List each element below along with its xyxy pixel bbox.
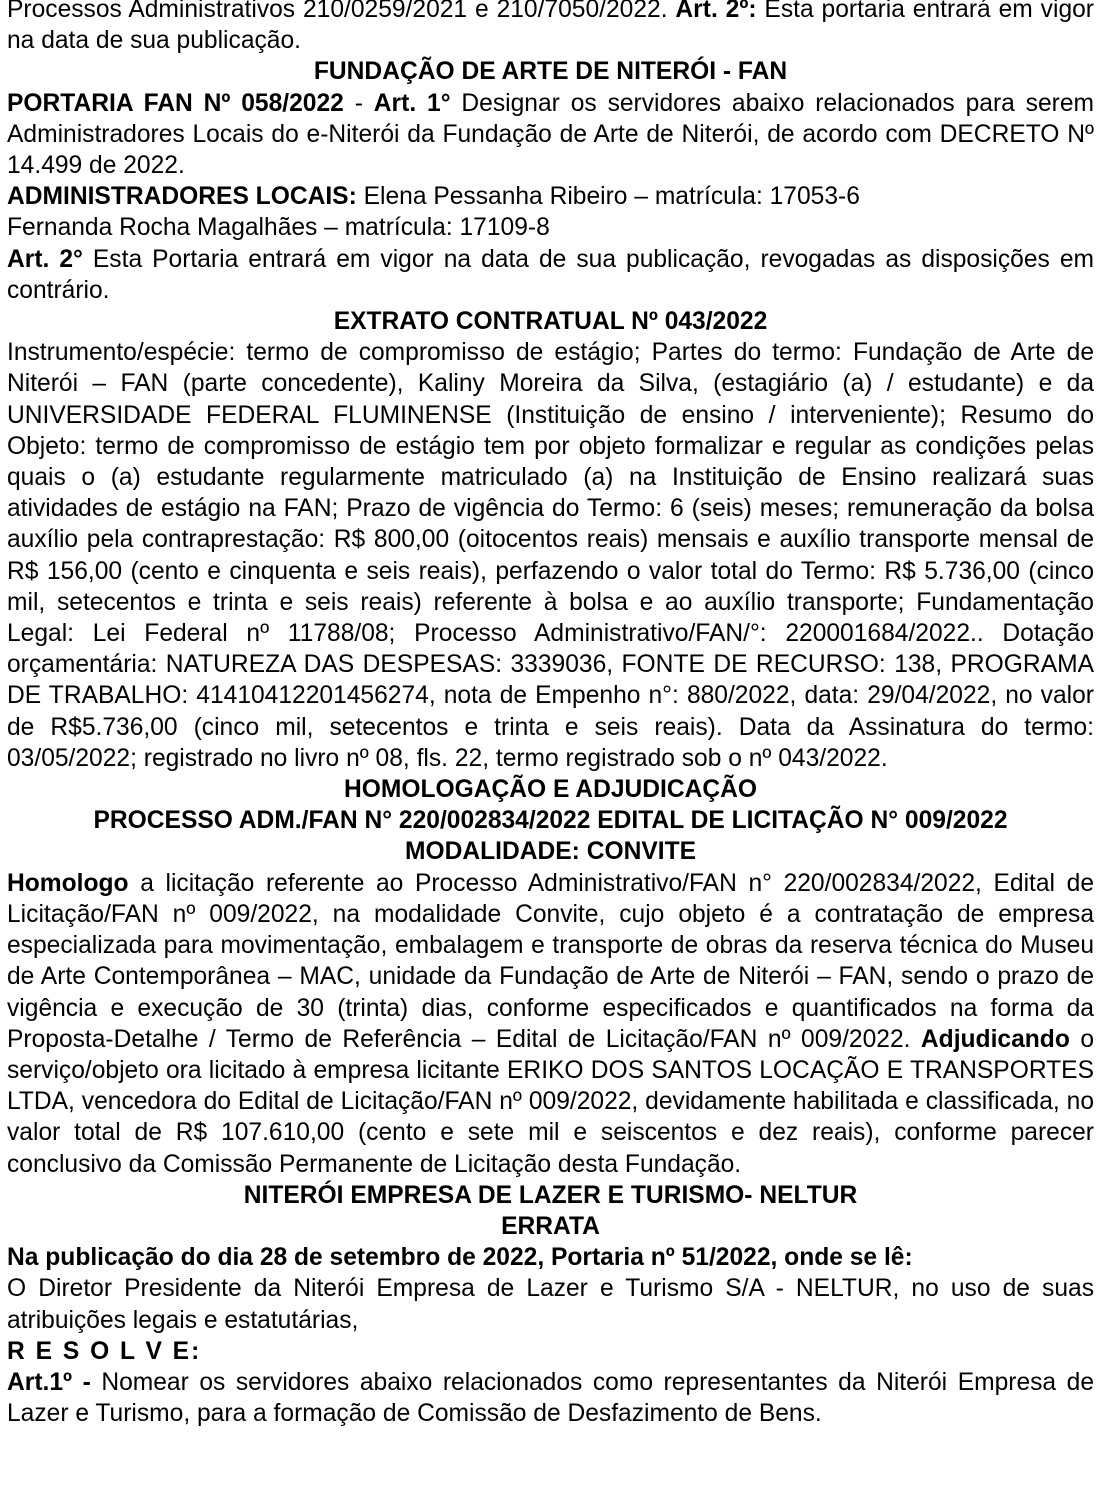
heading-extrato: EXTRATO CONTRATUAL Nº 043/2022 <box>333 308 768 336</box>
heading-neltur: NITERÓI EMPRESA DE LAZER E TURISMO- NELTUR <box>243 1181 858 1209</box>
heading-errata: ERRATA <box>501 1212 600 1240</box>
paragraph-extrato: Instrumento/espécie: termo de compromisso de estágio; Partes do termo: Fundação de Arte de Niterói – FAN (parte concedente), Kaliny Moreira da Silva, (estagiário (a) / estudante) e da UNIVERSIDADE FEDERAL FLUMINENSE (Instituição de ensino / interveniente); Resumo do Objeto: termo de compromisso de estágio tem por objeto formalizar e regular as condições pelas quais o (a) estudante regularmente matriculado (a) na Instituição de Ensino realizará suas atividades de estágio na FAN; Prazo de vigência do Termo: 6 (seis) meses; remuneração da bolsa auxílio pela contraprestação: R$ 800,00 (oitocentos reais) mensais e auxílio transporte mensal de R$ 156,00 (cento e cinquenta e seis reais), perfazendo o valor total do Termo: R$ 5.736,00 (cinco mil, setecentos e trinta e seis reais) referente à bolsa e ao auxílio transporte; Fundamentação Legal: Lei Federal nº 11788/08; Processo Administrativo/FAN/°: 220001684/2022.. Dotação orçamentária: NATUREZA DAS DESPESAS: 3339036, FONTE DE RECURSO: 138, PROGRAMA DE TRABALHO: 41410412201456274, nota de Empenho n°: 880/2022, data: 29/04/2022, no valor de R$5.736,00 (cinco mil, setecentos e trinta e seis reais). Data da Assinatura do termo: 03/05/2022; registrado no livro nº 08, fls. 22, termo registrado sob o nº 043/2022. <box>7 339 1094 772</box>
paragraph-art2 <box>7 244 1094 306</box>
heading-modalidade: MODALIDADE: CONVITE <box>404 838 697 866</box>
bold-art2b: Art. 2° <box>7 245 83 273</box>
bold-homologo: Homologo <box>7 869 129 897</box>
bold-art1: Art. 1° <box>373 89 451 117</box>
paragraph-publicacao: Na publicação do dia 28 de setembro de 2022, Portaria nº 51/2022, onde se lê: <box>7 1244 913 1272</box>
paragraph-homologo <box>7 868 1094 1180</box>
text: a licitação referente ao Processo Administrativo/FAN n° 220/002834/2022, Edital de Licitação/FAN nº 009/2022, na modalidade Convite, cujo objeto é a contratação de empresa especializada para movimentação, embalagem e transporte de obras da reserva técnica do Museu de Arte Contemporânea – MAC, unidade da Fundação de Arte de Niterói – FAN, sendo o prazo de vigência e execução de 30 (trinta) dias, conforme especificados e quantificados na forma da Proposta-Detalhe / Termo de Referência – Edital de Licitação/FAN nº 009/2022. <box>7 869 1094 1053</box>
paragraph-fernanda: Fernanda Rocha Magalhães – matrícula: 17109-8 <box>7 214 550 242</box>
text: o serviço/objeto ora licitado à empresa licitante ERIKO DOS SANTOS LOCAÇÃO E TRANSPORTES LTDA, vencedora do Edital de Licitação/FAN nº 009/2022, devidamente habilitada e classificada, no valor total de R$ 107.610,00 (cento e sete mil e seiscentos e dez reais), conforme parecer conclusivo da Comissão Permanente de Licitação desta Fundação. <box>7 1025 1094 1178</box>
heading-fan: FUNDAÇÃO DE ARTE DE NITERÓI - FAN <box>313 58 788 86</box>
paragraph-administradores <box>7 181 1094 212</box>
heading-homologacao: HOMOLOGAÇÃO E ADJUDICAÇÃO <box>343 776 758 804</box>
paragraph-processos <box>7 0 1094 56</box>
bold-administradores: ADMINISTRADORES LOCAIS: <box>7 183 357 211</box>
bold-art2: Art. 2º: <box>675 0 757 23</box>
bold-adjudicando: Adjudicando <box>920 1025 1070 1053</box>
paragraph-portaria-fan <box>7 88 1094 182</box>
text: - <box>343 89 374 117</box>
text: Esta portaria entrará em vigor na data de sua publicação. <box>7 0 1094 55</box>
text: Designar os servidores abaixo relacionados para serem Administradores Locais do e-Niterói da Fundação de Arte de Niterói, de acordo com DECRETO Nº 14.499 de 2022. <box>7 89 1095 180</box>
text: Nomear os servidores abaixo relacionados como representantes da Niterói Empresa de Lazer e Turismo, para a formação de Comissão de Desfazimento de Bens. <box>7 1368 1095 1428</box>
heading-processo: PROCESSO ADM./FAN N° 220/002834/2022 EDITAL DE LICITAÇÃO N° 009/2022 <box>93 807 1008 835</box>
bold-portaria: PORTARIA FAN Nº 058/2022 <box>7 89 344 117</box>
text: Esta Portaria entrará em vigor na data de sua publicação, revogadas as disposições em contrário. <box>7 245 1095 304</box>
paragraph-resolve: R E S O L V E: <box>7 1337 202 1365</box>
text: Processos Administrativos 210/0259/2021 e 210/7050/2022. <box>7 0 676 23</box>
bold-art1-neltur: Art.1º - <box>7 1368 91 1396</box>
paragraph-diretor: O Diretor Presidente da Niterói Empresa de Lazer e Turismo S/A - NELTUR, no uso de suas atribuições legais e estatutárias, <box>7 1275 1094 1334</box>
text: Elena Pessanha Ribeiro – matrícula: 17053-6 <box>356 183 860 211</box>
paragraph-art1-neltur <box>7 1367 1094 1429</box>
